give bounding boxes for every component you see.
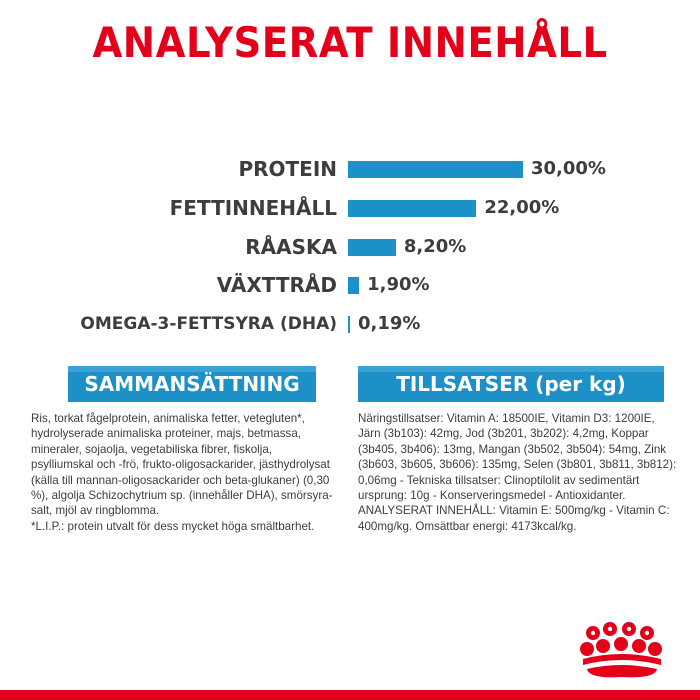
chart-category-label: RÅASKA — [245, 235, 337, 259]
additives-header — [358, 366, 664, 402]
chart-bar — [348, 316, 350, 333]
composition-heading: SAMMANSÄTTNING — [84, 372, 300, 396]
chart-row — [0, 154, 700, 184]
chart-value-label: 8,20% — [403, 236, 467, 257]
additives-text: Näringstillsatser: Vitamin A: 18500IE, Vitamin D3: 1200IE, Järn (3b103): 42mg, Jod (3b201, 3b202): 4,2mg, Koppar (3b405, 3b406): 13mg, Mangan (3b502, 3b504): 54mg, Zink (3b603, 3b605, 3b606): 135mg, Selen (3b801, 3b811, 3b812): 0,06mg - Tekniska tillsatser: Clinoptilolit av sedimentärt ursprung: 10g - Konserveringsmedel - Antioxidanter. ANALYSERAT INNEHÅLL: Vitamin E: 500mg/kg - Vitamin C: 400mg/kg. Omsättbar energi: 4173kcal/kg. — [358, 412, 677, 533]
chart-row — [0, 193, 700, 223]
chart-category-label: PROTEIN — [238, 157, 337, 181]
chart-value-label: 30,00% — [531, 158, 606, 179]
chart-category-label: VÄXTTRÅD — [216, 273, 337, 297]
chart-value-label: 1,90% — [367, 274, 430, 295]
chart-value-label: 22,00% — [484, 197, 560, 218]
page-title: ANALYSERAT INNEHÅLL — [92, 18, 608, 67]
composition-text: Ris, torkat fågelprotein, animaliska fetter, vetegluten*, hydrolyserade animaliska proteiner, majs, betmassa, mineraler, sojaolja, vegetabiliska fibrer, fiskolja, psylliumskal och -frö, frukto-oligosackarider, jästhydrolysat (källa till mannan-oligosackarider och beta-glukaner) (0,30 %), algolja Schizochytrium sp. (innehåller DHA), smörsyra- salt, mjöl av ringblomma. *L.I.P.: protein utvalt för dess mycket höga smältbarhet. — [31, 412, 333, 533]
chart-bar — [348, 161, 523, 178]
chart-bar — [348, 239, 396, 256]
crown-icon — [577, 619, 667, 683]
chart-category-label: OMEGA-3-FETTSYRA (DHA) — [80, 314, 337, 334]
analysis-bar-chart — [0, 150, 700, 350]
chart-row — [0, 232, 700, 262]
chart-bar — [348, 277, 359, 294]
chart-category-label: FETTINNEHÅLL — [169, 196, 337, 220]
additives-heading: TILLSATSER (per kg) — [396, 372, 626, 396]
footer-accent-line — [0, 690, 700, 700]
chart-row — [0, 270, 700, 300]
chart-value-label: 0,19% — [358, 313, 421, 334]
chart-bar — [348, 200, 476, 217]
composition-header — [68, 366, 316, 402]
chart-row — [0, 309, 700, 339]
